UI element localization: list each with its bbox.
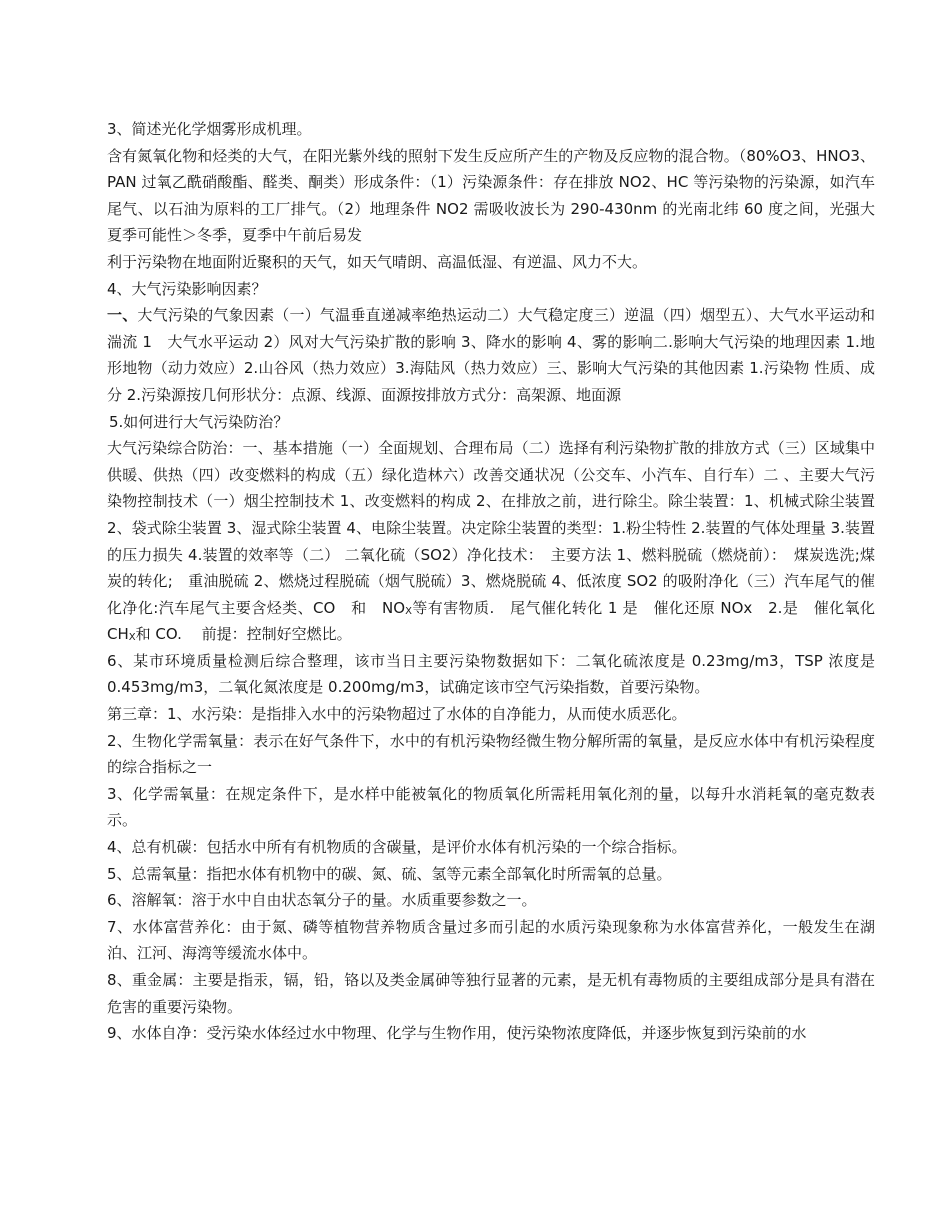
definition-self-purification: 9、水体自净：受污染水体经过水中物理、化学与生物作用，使污染物浓度降低，并逐步恢复到污染前的水: [107, 1024, 807, 1043]
pollution-control-text-a: 大气污染综合防治：一、基本措施（一）全面规划、合理布局（二）选择有利污染物扩散的排放方式（三）区域集中供暖、供热（四）改变燃料的构成（五）绿化造林六）改善交通状况（公交车、小汽车、自行车）二 、主要大气污染物控制技术（一）烟尘控制技术 1、改变燃料的构成 2、在排放之前，进行除尘。除尘装置：1、机械式除尘装置 2、袋式除尘装置 3、湿式除尘装置 4、电除尘装置。决定除尘装置的类型：1.粉尘特性 2.装置的气体处理量 3.装置的压力损失 4.装置的效率等（二） 二氧化硫（SO2）净化技术： 主要方法 1、燃料脱硫（燃烧前）： 煤炭选洗;煤炭的转化; 重油脱硫 2、燃烧过程脱硫（烟气脱硫）3、燃烧脱硫 4、低浓度 SO2 的吸附净化（三）汽车尾气的催化净化:汽车尾气主要含烃类、CO 和 NO: [107, 439, 875, 617]
pollution-factors-answer: [107, 302, 875, 408]
pollution-control-text-c: 和 CO. 前提：控制好空燃比。: [135, 625, 352, 644]
pollution-control-text-b: 等有害物质. 尾气催化转化 1 是 催化还原 NOx 2.是 催化氧化 CH: [107, 598, 875, 644]
photochemical-smog-answer: 含有氮氧化物和烃类的大气，在阳光紫外线的照射下发生反应所产生的产物及反应物的混合物。（80%O3、HNO3、PAN 过氧乙酰硝酸酯、醛类、酮类）形成条件：（1）污染源条件：存在排放 NO2、HC 等污染物的污染源，如汽车尾气、以石油为原料的工厂排气。（2）地理条件 NO2 需吸收波长为 290-430nm 的光南北纬 60 度之间，光强大夏季可能性＞冬季，夏季中午前后易发: [107, 146, 875, 245]
question-5-heading: 5.如何进行大气污染防治？: [109, 412, 289, 431]
question-6-exercise: 6、某市环境质量检测后综合整理，该市当日主要污染物数据如下：二氧化硫浓度是 0.23mg/m3，TSP 浓度是 0.453mg/m3，二氧化氮浓度是 0.200mg/m3，试确定该市空气污染指数，首要污染物。: [107, 651, 875, 697]
definition-toc: 4、总有机碳：包括水中所有有机物质的含碳量，是评价水体有机污染的一个综合指标。: [107, 838, 687, 857]
document-page: [107, 116, 875, 1047]
definition-dissolved-oxygen: 6、溶解氧：溶于水中自由状态氧分子的量。水质重要参数之一。: [107, 891, 537, 910]
section-number-one: 一、: [107, 306, 138, 325]
question-4-heading: 4、大气污染影响因素？: [107, 279, 267, 298]
pollution-control-answer: [107, 435, 875, 648]
pollution-factors-text: 大气污染的气象因素（一）气温垂直递减率绝热运动二）大气稳定度三）逆温（四）烟型五）、大气水平运动和湍流 1 大气水平运动 2）风对大气污染扩散的影响 3、降水的影响 4、雾的影响二.影响大气污染的地理因素 1.地形地物（动力效应）2.山谷风（热力效应）3.海陆风（热力效应）三、影响大气污染的其他因素 1.污染物 性质、成分 2.污染源按几何形状分：点源、线源、面源按排放方式分：高架源、地面源: [107, 306, 875, 404]
definition-tod: 5、总需氧量：指把水体有机物中的碳、氮、硫、氢等元素全部氧化时所需氧的总量。: [107, 864, 672, 883]
nox-subscript: X: [405, 605, 412, 617]
photochemical-smog-weather: 利于污染物在地面附近聚积的天气，如天气晴朗、高温低湿、有逆温、风力不大。: [107, 252, 648, 271]
chx-subscript: X: [128, 632, 136, 644]
definition-bod: 2、生物化学需氧量：表示在好气条件下，水中的有机污染物经微生物分解所需的氧量，是反应水体中有机污染程度的综合指标之一: [107, 731, 875, 777]
chapter-3-water-pollution: 第三章：1、水污染：是指排入水中的污染物超过了水体的自净能力，从而使水质恶化。: [107, 705, 687, 724]
definition-heavy-metals: 8、重金属：主要是指汞，镉，铅，铬以及类金属砷等独行显著的元素，是无机有毒物质的主要组成部分是具有潜在危害的重要污染物。: [107, 971, 875, 1016]
definition-eutrophication: 7、水体富营养化：由于氮、磷等植物营养物质含量过多而引起的水质污染现象称为水体富营养化，一般发生在湖泊、江河、海湾等缓流水体中。: [107, 917, 875, 963]
question-3-heading: 3、简述光化学烟雾形成机理。: [107, 120, 312, 138]
definition-cod: 3、化学需氧量：在规定条件下，是水样中能被氧化的物质氧化所需耗用氧化剂的量，以每升水消耗氧的毫克数表示。: [107, 784, 875, 830]
